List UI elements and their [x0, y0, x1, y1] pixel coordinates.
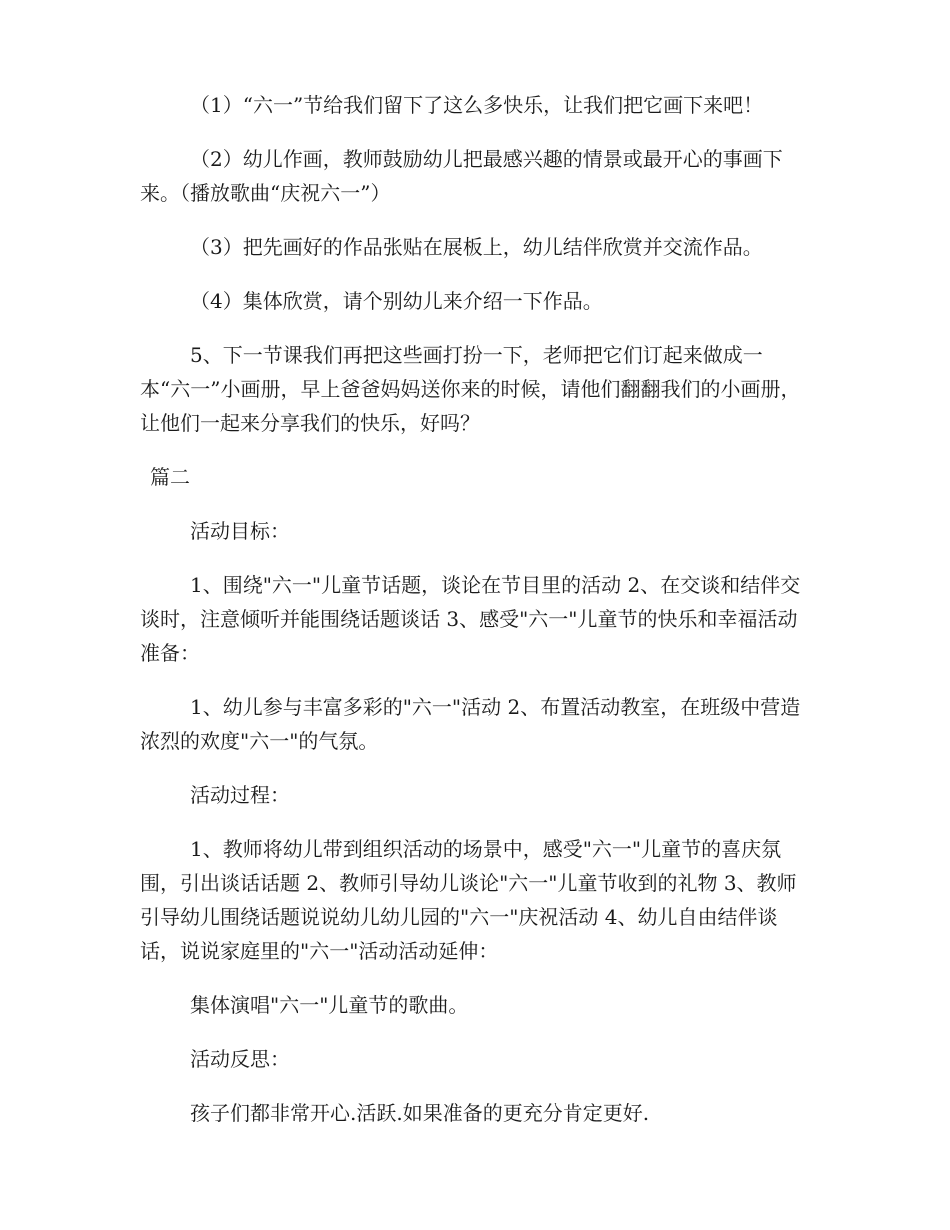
paragraph-step-3: （3）把先画好的作品张贴在展板上，幼儿结伴欣赏并交流作品。: [190, 235, 763, 259]
subheading-reflection: 活动反思：: [190, 1047, 290, 1071]
paragraph-goals: 1、围绕"六一"儿童节话题，谈论在节目里的活动 2、在交谈和结伴交谈时，注意倾听并能围绕话题谈话 3、感受"六一"儿童节的快乐和幸福活动准备：: [140, 573, 801, 665]
paragraph-process: 1、教师将幼儿带到组织活动的场景中，感受"六一"儿童节的喜庆氛围，引出谈话话题 2、教师引导幼儿谈论"六一"儿童节收到的礼物 3、教师引导幼儿围绕话题说说幼儿幼儿园的"六一"庆祝活动 4、幼儿自由结伴谈话，说说家庭里的"六一"活动活动延伸：: [140, 837, 797, 963]
paragraph-reflection: 孩子们都非常开心.活跃.如果准备的更充分肯定更好.: [190, 1101, 650, 1125]
paragraph-preparation: 1、幼儿参与丰富多彩的"六一"活动 2、布置活动教室，在班级中营造浓烈的欢度"六一"的气氛。: [140, 695, 801, 753]
subheading-goals: 活动目标：: [190, 519, 290, 543]
paragraph-extension: 集体演唱"六一"儿童节的歌曲。: [190, 993, 469, 1017]
paragraph-step-2: （2）幼儿作画，教师鼓励幼儿把最感兴趣的情景或最开心的事画下来。（播放歌曲“庆祝六一”）: [140, 147, 783, 205]
paragraph-step-4: （4）集体欣赏，请个别幼儿来介绍一下作品。: [190, 289, 603, 313]
paragraph-step-5: 5、下一节课我们再把这些画打扮一下，老师把它们订起来做成一本“六一”小画册，早上爸爸妈妈送你来的时候，请他们翻翻我们的小画册，让他们一起来分享我们的快乐，好吗？: [140, 343, 801, 435]
section-heading: 篇二: [150, 465, 190, 489]
subheading-process: 活动过程：: [190, 783, 290, 807]
document-body: [140, 88, 812, 1150]
paragraph-step-1: （1）“六一”节给我们留下了这么多快乐，让我们把它画下来吧！: [190, 93, 764, 117]
